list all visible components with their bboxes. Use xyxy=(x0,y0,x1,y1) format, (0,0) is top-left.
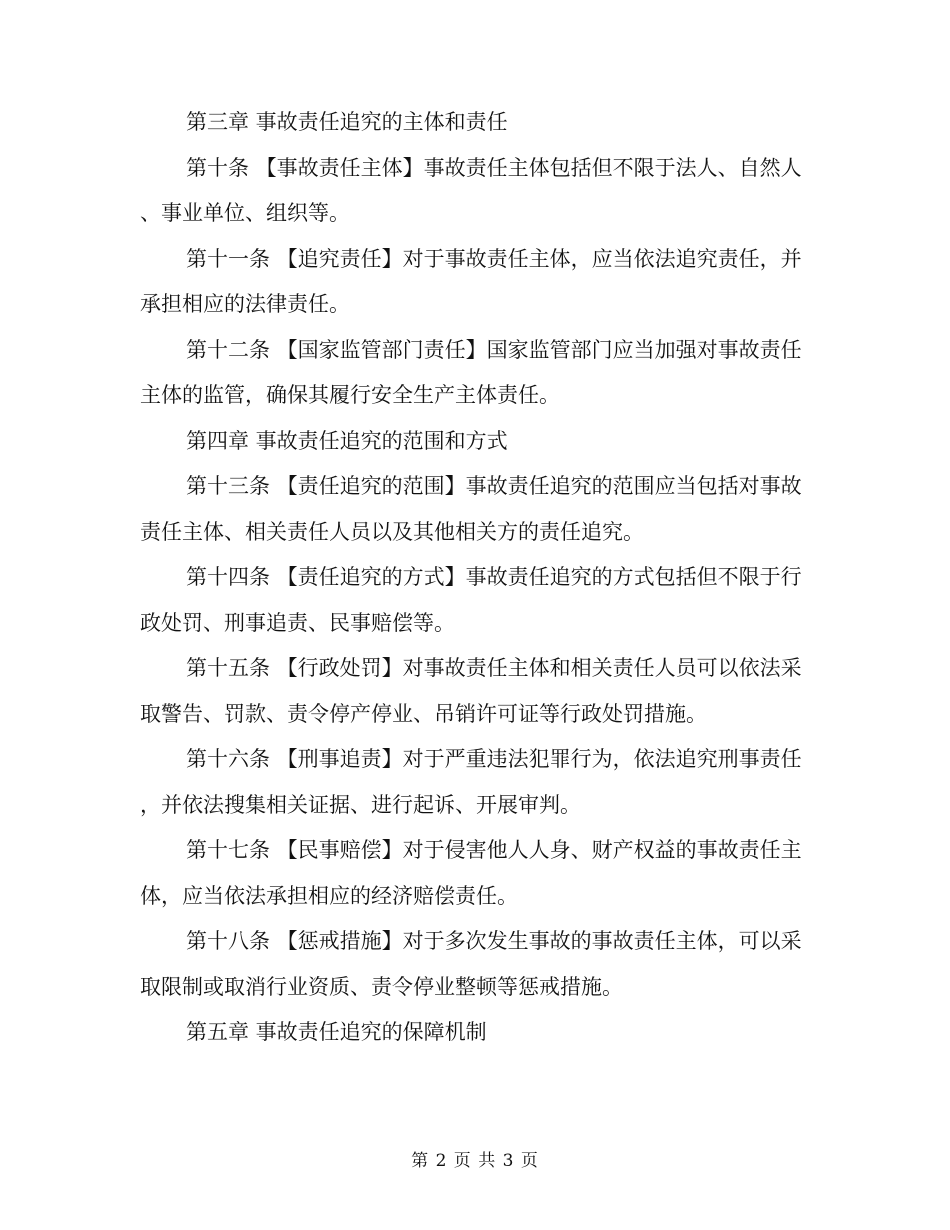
article-13: 第十三条 【责任追究的范围】事故责任追究的范围应当包括对事故责任主体、相关责任人员以及其他相关方的责任追究。 xyxy=(140,474,802,544)
chapter-3-heading: 第三章 事故责任追究的主体和责任 xyxy=(186,110,508,134)
document-body xyxy=(140,100,810,1056)
article-10: 第十条 【事故责任主体】事故责任主体包括但不限于法人、自然人、事业单位、组织等。 xyxy=(140,155,802,225)
chapter-5-heading: 第五章 事故责任追究的保障机制 xyxy=(186,1020,487,1044)
article-17: 第十七条 【民事赔偿】对于侵害他人人身、财产权益的事故责任主体，应当依法承担相应的经济赔偿责任。 xyxy=(140,838,802,908)
article-11: 第十一条 【追究责任】对于事故责任主体，应当依法追究责任，并承担相应的法律责任。 xyxy=(140,246,802,316)
article-14: 第十四条 【责任追究的方式】事故责任追究的方式包括但不限于行政处罚、刑事追责、民事赔偿等。 xyxy=(140,565,802,635)
article-12: 第十二条 【国家监管部门责任】国家监管部门应当加强对事故责任主体的监管，确保其履行安全生产主体责任。 xyxy=(140,337,802,407)
article-18: 第十八条 【惩戒措施】对于多次发生事故的事故责任主体，可以采取限制或取消行业资质、责令停业整顿等惩戒措施。 xyxy=(140,929,802,999)
page-number-footer: 第 2 页 共 3 页 xyxy=(411,1151,539,1171)
chapter-4-heading: 第四章 事故责任追究的范围和方式 xyxy=(186,428,508,453)
article-16: 第十六条 【刑事追责】对于严重违法犯罪行为，依法追究刑事责任，并依法搜集相关证据、进行起诉、开展审判。 xyxy=(140,747,802,817)
article-15: 第十五条 【行政处罚】对事故责任主体和相关责任人员可以依法采取警告、罚款、责令停产停业、吊销许可证等行政处罚措施。 xyxy=(140,656,802,726)
